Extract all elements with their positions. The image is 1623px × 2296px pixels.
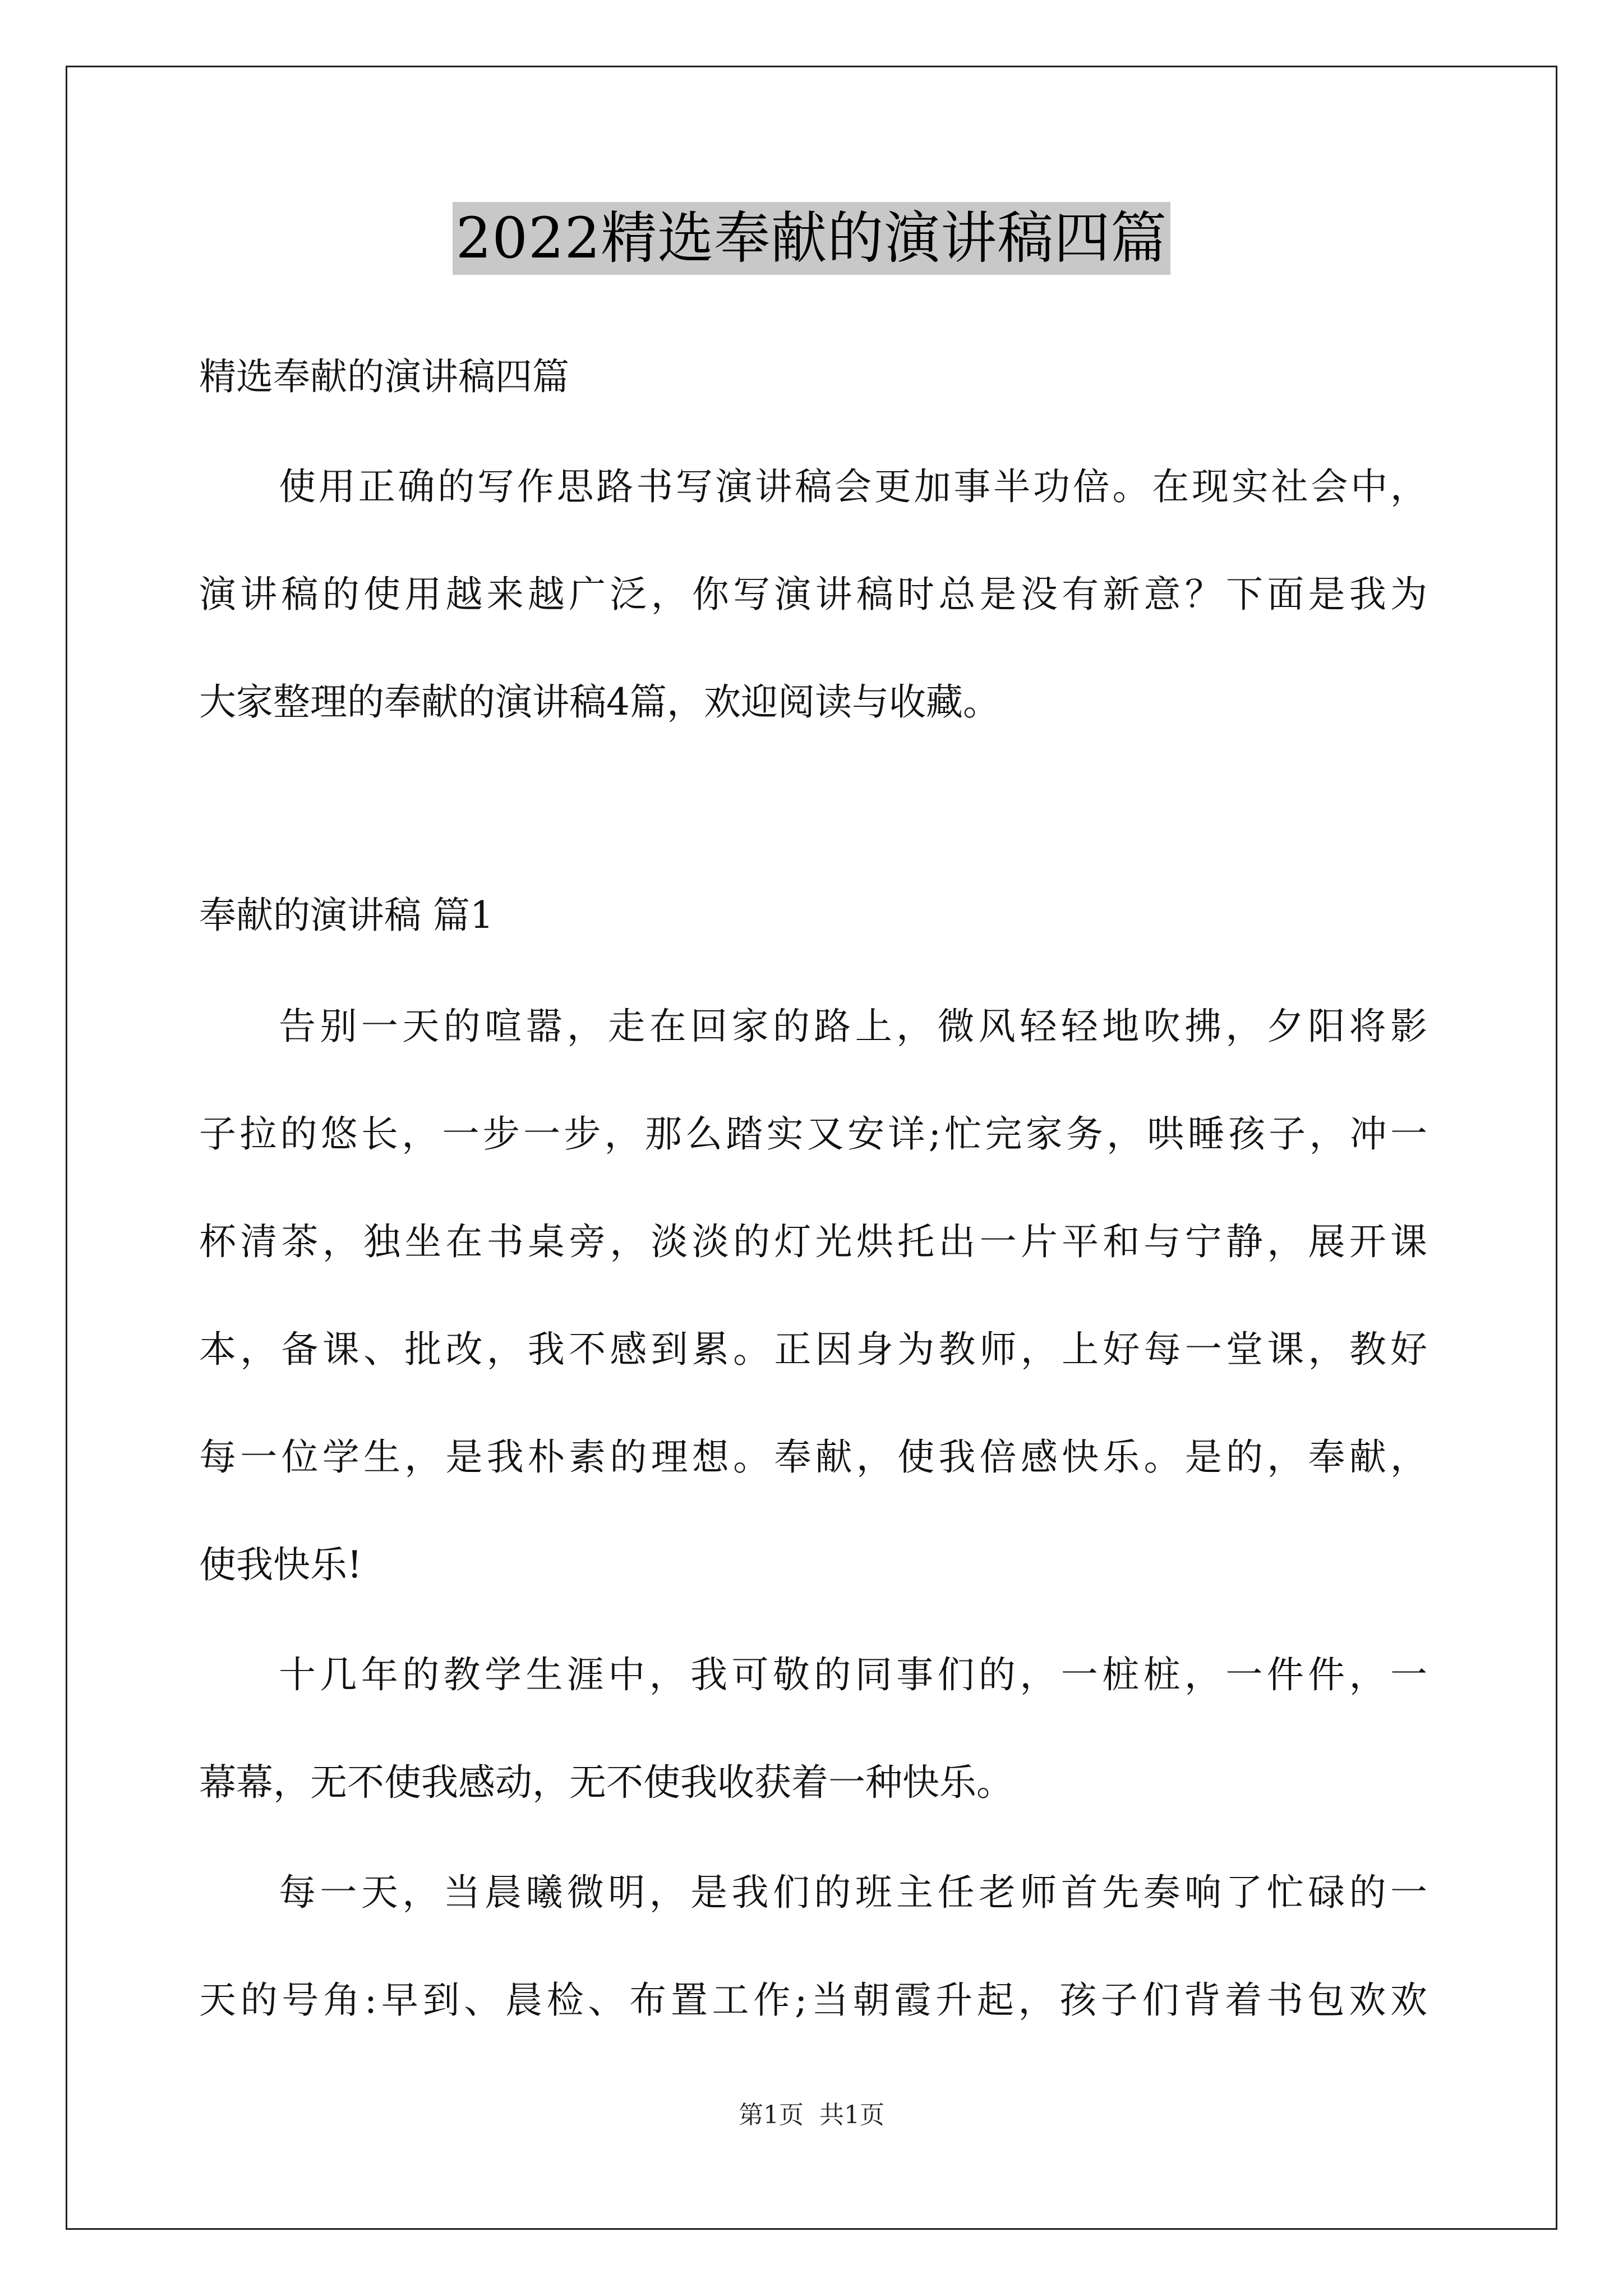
page-total: 共1页 bbox=[819, 2101, 884, 2129]
page-footer bbox=[0, 2100, 1623, 2131]
paragraph-line: 本，备课、批改，我不感到累。正因身为教师，上好每一堂课，教好 bbox=[199, 1328, 1427, 1371]
document-subtitle: 精选奉献的演讲稿四篇 bbox=[199, 355, 569, 398]
paragraph-line: 告别一天的喧嚣，走在回家的路上，微风轻轻地吹拂，夕阳将影 bbox=[279, 1005, 1427, 1048]
title-container bbox=[0, 202, 1623, 275]
paragraph-line: 天的号角:早到、晨检、布置工作;当朝霞升起，孩子们背着书包欢欢 bbox=[199, 1978, 1427, 2022]
paragraph-line: 杯清茶，独坐在书桌旁，淡淡的灯光烘托出一片平和与宁静，展开课 bbox=[199, 1220, 1427, 1263]
page-number: 第1页 bbox=[739, 2101, 804, 2129]
paragraph-line: 子拉的悠长，一步一步，那么踏实又安详;忙完家务，哄睡孩子，冲一 bbox=[199, 1112, 1427, 1156]
paragraph-line: 十几年的教学生涯中，我可敬的同事们的，一桩桩，一件件，一 bbox=[279, 1653, 1427, 1696]
paragraph-line: 幕幕，无不使我感动，无不使我收获着一种快乐。 bbox=[199, 1761, 1013, 1804]
intro-line: 大家整理的奉献的演讲稿4篇，欢迎阅读与收藏。 bbox=[199, 680, 1000, 724]
intro-line: 使用正确的写作思路书写演讲稿会更加事半功倍。在现实社会中， bbox=[279, 465, 1427, 508]
paragraph-line: 每一天，当晨曦微明，是我们的班主任老师首先奏响了忙碌的一 bbox=[279, 1871, 1427, 1914]
paragraph-line: 每一位学生，是我朴素的理想。奉献，使我倍感快乐。是的，奉献， bbox=[199, 1435, 1427, 1479]
intro-line: 演讲稿的使用越来越广泛，你写演讲稿时总是没有新意？下面是我为 bbox=[199, 573, 1427, 616]
paragraph-line: 使我快乐! bbox=[199, 1543, 362, 1586]
section-heading: 奉献的演讲稿 篇1 bbox=[199, 894, 494, 937]
document-title: 2022精选奉献的演讲稿四篇 bbox=[453, 202, 1171, 275]
